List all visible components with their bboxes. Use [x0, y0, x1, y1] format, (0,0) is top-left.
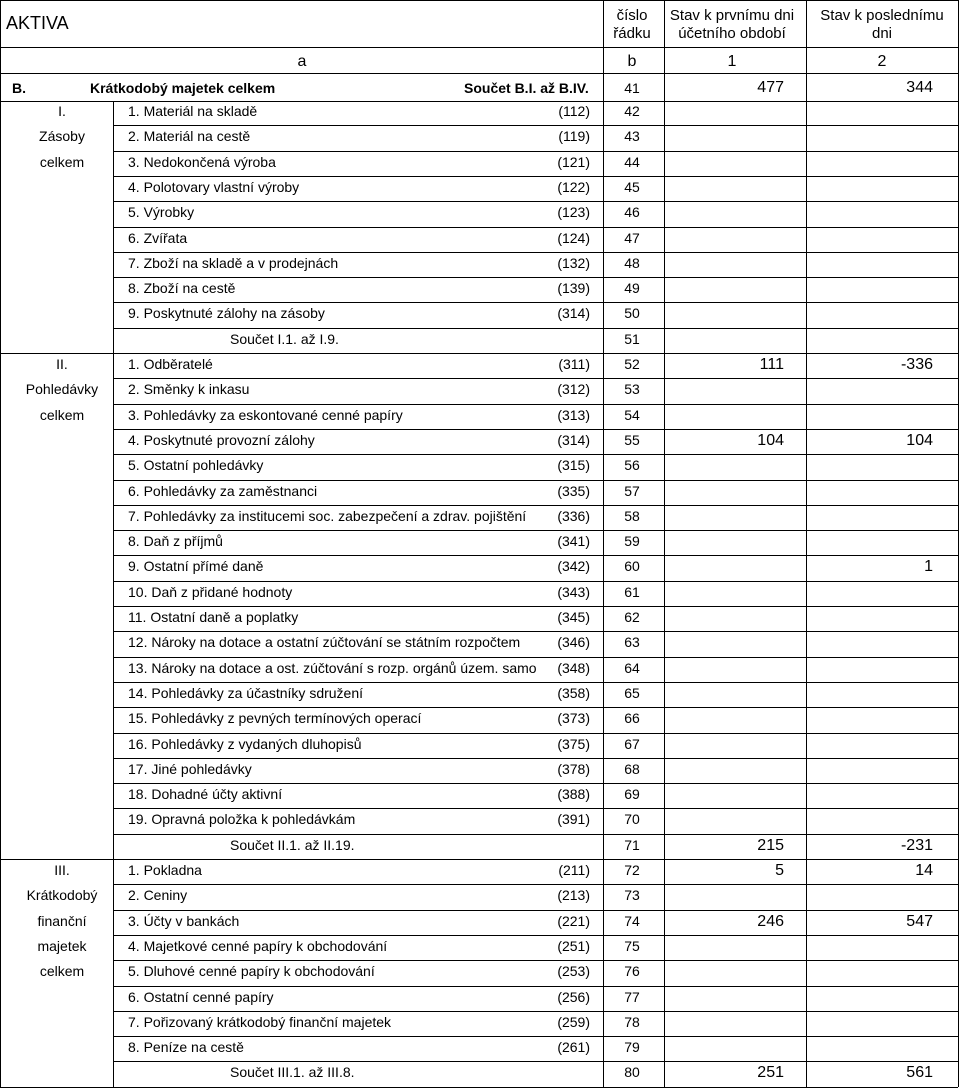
row-divider — [113, 328, 958, 329]
row-divider — [113, 125, 958, 126]
row-label: 6. Zvířata — [128, 229, 188, 246]
row-number: 50 — [624, 305, 640, 322]
account-number: (213) — [557, 887, 590, 904]
row-number: 43 — [624, 128, 640, 145]
row-label: 2. Materiál na cestě — [128, 128, 251, 145]
value-prvni: 246 — [757, 912, 784, 930]
row-number: 63 — [624, 634, 640, 651]
subheader-divider — [0, 73, 958, 74]
row-label: 9. Poskytnuté zálohy na zásoby — [128, 305, 325, 322]
column-divider — [664, 0, 665, 1087]
group-label: Krátkodobý — [26, 887, 98, 904]
account-number: (343) — [557, 583, 590, 600]
row-divider — [113, 404, 958, 405]
row-divider — [113, 227, 958, 228]
row-number: 61 — [624, 583, 640, 600]
value-posledni: 14 — [915, 862, 933, 879]
row-number: 66 — [624, 710, 640, 727]
col-stav-prvni-label: účetního období — [678, 25, 786, 42]
row-label: 8. Zboží na cestě — [128, 280, 236, 297]
group-label: II. — [56, 356, 68, 372]
row-divider — [113, 378, 958, 379]
table-top-border — [0, 0, 958, 1]
section-name: Krátkodobý majetek celkem — [90, 80, 276, 96]
aktiva-title: AKTIVA — [6, 13, 69, 33]
row-number: 76 — [624, 963, 640, 980]
row-divider — [113, 960, 958, 961]
account-number: (312) — [557, 381, 590, 398]
row-label: 3. Účty v bankách — [128, 912, 240, 929]
row-number: 73 — [624, 887, 640, 904]
group-label: Zásoby — [39, 128, 85, 145]
account-number: (211) — [558, 862, 590, 878]
row-divider — [113, 910, 958, 911]
value-posledni: -336 — [900, 356, 933, 373]
row-label: 17. Jiné pohledávky — [128, 760, 252, 777]
group-label: celkem — [39, 406, 85, 423]
col-stav-posledni-label: dni — [871, 25, 893, 42]
row-divider — [113, 631, 958, 632]
row-label: 7. Pořizovaný krátkodobý finanční majetek — [128, 1013, 392, 1030]
row-divider — [113, 758, 958, 759]
row-number: 80 — [624, 1064, 640, 1081]
col-cislo-label: řádku — [613, 25, 651, 42]
row-label: 7. Zboží na skladě a v prodejnách — [128, 254, 339, 271]
account-number: (313) — [557, 406, 590, 423]
row-label: 1. Odběratelé — [128, 356, 213, 372]
account-number: (261) — [557, 1039, 590, 1056]
table-right-border — [958, 0, 959, 1087]
row-number: 41 — [624, 80, 640, 96]
row-number: 54 — [624, 406, 640, 423]
row-number: 55 — [624, 431, 640, 448]
value-posledni: 104 — [906, 431, 933, 449]
account-number: (122) — [557, 178, 590, 195]
row-number: 56 — [624, 457, 640, 474]
row-number: 47 — [624, 229, 640, 246]
row-divider — [113, 201, 958, 202]
row-number: 48 — [624, 254, 640, 271]
group-label: celkem — [39, 153, 85, 170]
row-divider — [113, 302, 958, 303]
account-number: (311) — [558, 356, 590, 372]
column-divider — [806, 0, 807, 1087]
row-divider — [113, 682, 958, 683]
row-number: 78 — [624, 1013, 640, 1030]
row-number: 49 — [624, 280, 640, 297]
row-divider — [113, 1061, 958, 1062]
row-divider — [113, 986, 958, 987]
row-label: 14. Pohledávky za účastníky sdružení — [128, 684, 364, 701]
row-label: 16. Pohledávky z vydaných dluhopisů — [128, 735, 362, 752]
account-number: (342) — [557, 558, 590, 575]
row-label: 8. Daň z příjmů — [128, 533, 223, 550]
row-divider — [113, 606, 958, 607]
account-number: (378) — [557, 760, 590, 777]
row-divider — [113, 834, 958, 835]
table-left-border — [0, 0, 1, 1087]
row-divider — [113, 176, 958, 177]
group-divider — [0, 353, 958, 354]
account-number: (259) — [557, 1013, 590, 1030]
col-cislo-label: číslo — [616, 7, 648, 24]
row-divider — [113, 733, 958, 734]
row-number: 77 — [624, 988, 640, 1005]
subheader-1: 1 — [727, 53, 737, 70]
value-prvni: 477 — [757, 79, 784, 96]
subtotal-label: Součet II.1. až II.19. — [230, 836, 355, 853]
row-divider — [113, 454, 958, 455]
row-label: 2. Směnky k inkasu — [128, 381, 250, 398]
account-number: (251) — [557, 937, 590, 954]
account-number: (345) — [557, 609, 590, 625]
row-divider — [113, 555, 958, 556]
row-label: 3. Nedokončená výroba — [128, 153, 276, 170]
row-label: 19. Opravná položka k pohledávkám — [128, 811, 356, 828]
row-label: 4. Polotovary vlastní výroby — [128, 178, 300, 195]
row-label: 13. Nároky na dotace a ost. zúčtování s rozp. orgánů územ. samo — [128, 659, 537, 676]
row-label: 2. Ceniny — [128, 887, 188, 904]
row-divider — [113, 935, 958, 936]
row-number: 60 — [624, 558, 640, 575]
value-posledni: 344 — [906, 79, 933, 96]
row-number: 71 — [624, 836, 640, 853]
row-divider — [113, 252, 958, 253]
account-number: (348) — [557, 659, 590, 676]
account-number: (314) — [557, 431, 590, 448]
account-number: (341) — [557, 533, 590, 550]
column-divider — [113, 101, 114, 1087]
row-number: 53 — [624, 381, 640, 398]
account-number: (346) — [557, 634, 590, 651]
row-divider — [113, 530, 958, 531]
group-label: III. — [54, 862, 70, 878]
account-number: (121) — [557, 153, 590, 170]
subtotal-prvni: 215 — [757, 836, 784, 854]
account-number: (221) — [557, 912, 590, 929]
account-number: (314) — [557, 305, 590, 322]
group-label: majetek — [37, 937, 87, 954]
subtotal-label: Součet I.1. až I.9. — [230, 330, 339, 347]
group-label: I. — [58, 103, 66, 119]
row-divider — [113, 657, 958, 658]
row-label: 5. Výrobky — [128, 204, 195, 221]
value-posledni: 1 — [924, 558, 933, 576]
row-divider — [113, 429, 958, 430]
row-label: 4. Poskytnuté provozní zálohy — [128, 431, 315, 448]
col-stav-posledni-label: Stav k poslednímu — [820, 7, 944, 24]
row-number: 68 — [624, 760, 640, 777]
row-label: 6. Pohledávky za zaměstnanci — [128, 482, 318, 499]
row-divider — [113, 480, 958, 481]
row-number: 44 — [624, 153, 640, 170]
row-number: 46 — [624, 204, 640, 221]
row-divider — [113, 884, 958, 885]
row-divider — [113, 808, 958, 809]
row-label: 7. Pohledávky za institucemi soc. zabezpečení a zdrav. pojištění — [128, 507, 527, 524]
subtotal-prvni: 251 — [757, 1064, 784, 1082]
column-divider — [603, 0, 604, 1087]
row-label: 9. Ostatní přímé daně — [128, 558, 264, 575]
subtotal-posledni: 561 — [906, 1064, 933, 1082]
group-label: Pohledávky — [25, 381, 99, 398]
row-label: 11. Ostatní daně a poplatky — [128, 609, 299, 625]
row-label: 10. Daň z přidané hodnoty — [128, 583, 293, 600]
row-label: 5. Ostatní pohledávky — [128, 457, 264, 474]
account-number: (375) — [557, 735, 590, 752]
account-number: (358) — [557, 684, 590, 701]
row-number: 45 — [624, 178, 640, 195]
row-divider — [113, 505, 958, 506]
row-number: 57 — [624, 482, 640, 499]
row-label: 5. Dluhové cenné papíry k obchodování — [128, 963, 375, 980]
account-number: (335) — [557, 482, 590, 499]
row-label: 15. Pohledávky z pevných termínových operací — [128, 710, 422, 727]
account-number: (123) — [557, 204, 590, 221]
account-number: (336) — [557, 507, 590, 524]
account-number: (256) — [557, 988, 590, 1005]
account-number: (315) — [557, 457, 590, 474]
subtotal-label: Součet III.1. až III.8. — [230, 1064, 355, 1081]
row-divider — [113, 277, 958, 278]
row-number: 52 — [624, 356, 640, 372]
row-number: 42 — [624, 103, 640, 119]
section-divider — [0, 101, 958, 102]
subheader-b: b — [627, 53, 637, 70]
row-label: 4. Majetkové cenné papíry k obchodování — [128, 937, 388, 954]
value-prvni: 111 — [759, 356, 784, 373]
subheader-2: 2 — [877, 53, 887, 70]
row-divider — [113, 707, 958, 708]
section-formula: Součet B.I. až B.IV. — [464, 80, 589, 96]
row-number: 51 — [624, 330, 640, 347]
row-number: 74 — [624, 912, 640, 929]
row-number: 59 — [624, 533, 640, 550]
row-number: 79 — [624, 1039, 640, 1056]
row-number: 67 — [624, 735, 640, 752]
account-number: (132) — [557, 254, 590, 271]
group-label: celkem — [39, 963, 85, 980]
account-number: (112) — [558, 103, 590, 119]
row-label: 8. Peníze na cestě — [128, 1039, 244, 1056]
group-divider — [0, 859, 958, 860]
row-number: 58 — [624, 507, 640, 524]
row-label: 18. Dohadné účty aktivní — [128, 786, 283, 803]
row-label: 12. Nároky na dotace a ostatní zúčtování se státním rozpočtem — [128, 634, 521, 651]
col-stav-prvni-label: Stav k prvnímu dni — [669, 7, 795, 24]
row-divider — [113, 1011, 958, 1012]
row-divider — [113, 581, 958, 582]
group-label: finanční — [37, 912, 87, 929]
account-number: (388) — [557, 786, 590, 803]
row-label: 6. Ostatní cenné papíry — [128, 988, 274, 1005]
account-number: (119) — [558, 128, 590, 145]
account-number: (124) — [557, 229, 590, 246]
row-number: 64 — [624, 659, 640, 676]
account-number: (253) — [557, 963, 590, 980]
row-number: 70 — [624, 811, 640, 828]
row-number: 62 — [624, 609, 640, 625]
row-label: 1. Pokladna — [128, 862, 202, 878]
subheader-a: a — [297, 53, 307, 70]
value-posledni: 547 — [906, 912, 933, 930]
row-divider — [113, 151, 958, 152]
row-number: 75 — [624, 937, 640, 954]
subtotal-posledni: -231 — [900, 836, 933, 854]
row-number: 72 — [624, 862, 640, 878]
row-number: 65 — [624, 684, 640, 701]
account-number: (373) — [557, 710, 590, 727]
section-code: B. — [12, 80, 26, 96]
value-prvni: 5 — [775, 862, 784, 879]
row-divider — [113, 783, 958, 784]
row-label: 3. Pohledávky za eskontované cenné papíry — [128, 406, 403, 423]
header-divider — [0, 47, 958, 48]
account-number: (139) — [557, 280, 590, 297]
row-number: 69 — [624, 786, 640, 803]
row-divider — [113, 1036, 958, 1037]
account-number: (391) — [557, 811, 590, 828]
row-label: 1. Materiál na skladě — [128, 103, 258, 119]
value-prvni: 104 — [757, 431, 784, 449]
